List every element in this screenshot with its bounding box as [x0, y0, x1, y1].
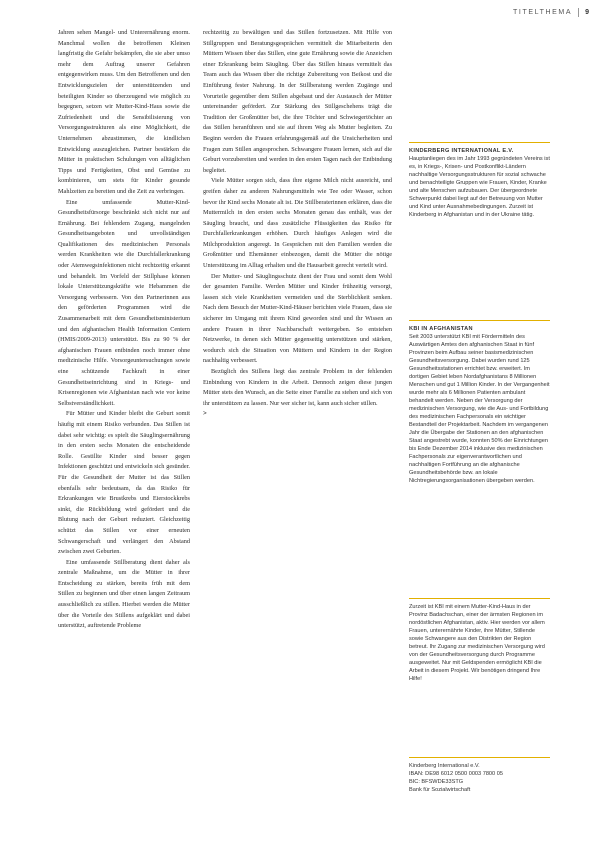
article-paragraph: Der Mutter- und Säuglingsschutz dient der Frau und somit dem Wohl der gesamten Familie. Werden Mütter und Kinder frühzeitig versorgt, lassen sich viele Krankheiten vermeiden und die Sterblichkeit senken. Nach dem Besuch der Mutter-Kind-Häuser berichten viele Frauen, dass sie sicherer im Umgang mit ihrem Kind geworden sind und ihr Wissen an andere Frauen in ihrer Nachbarschaft weitergeben. So entstehen Netzwerke, in denen sich Mütter gegenseitig unterstützen und stärken, wodurch sich die Situation von Müttern und Kindern in der Region nachhaltig verbessert. — [203, 272, 392, 365]
sidebar-box-current-project — [409, 598, 550, 683]
article-paragraph: Für Mütter und Kinder bleibt die Geburt somit häufig mit einem Risiko verbunden. Das Stillen ist dabei sehr wichtig: es spielt die Säuglingsernährung in den ersten sechs Monaten die entscheidende Rolle. Gestillte Kinder sind besser gegen Infektionen geschützt und entwickeln sich gesünder. Für die Gesundheit der Mutter ist das Stillen ebenfalls sehr bedeutsam, da das Risiko für Erkrankungen wie Brustkrebs und Eierstockkrebs sinkt, die Rückbildung wird gefördert und die Blutung nach der Geburt reduziert. Gleichzeitig schützt das Stillen vor einer erneuten Schwangerschaft und verlängert den Abstand zwischen zwei Geburten. — [58, 410, 190, 556]
sidebar-box-title: KINDERBERG INTERNATIONAL E.V. — [409, 148, 514, 155]
accent-rule — [409, 320, 550, 321]
article-paragraph: Eine umfassende Mutter-Kind-Gesundheitsfürsorge beschränkt sich nicht nur auf Ernährung. Bei fehlendem Zugang, mangelnden Gesundheitsangeboten und unvollständigen Qualifikationen des medizinischen Personals werden Krankheiten wie die Durchfallerkrankung oder Atemwegsinfektionen nicht rechtzeitig erkannt und behandelt. Im Vorfeld der Stillphase können lokale Unterstützungskräfte wie Hebammen die Versorgung verbessern. Von den Partnerinnen aus den geförderten Programmen wird die Zusammenarbeit mit dem Gesundheitsministerium und den afghanischen Health Information Centern (HMIS/2009-2013) unterstützt. Bis zu 90 % der afghanischen Frauen entbinden noch immer ohne medizinische Hilfe. Vorsorgeuntersuchungen sowie eine schützende Fachkraft in einer Gesundheitseinrichtung sind in Kriegs- und Krisenregionen wie Afghanistan nach wie vor keine Selbstverständlichkeit. — [58, 198, 190, 407]
article-paragraph: Eine umfassende Stillberatung dient daher als zentrale Maßnahme, um die Mütter in ihrer Entscheidung zu stärken, bereits früh mit dem Stillen zu beginnen und über einen langen Zeitraum ausschließlich zu stillen. Hierbei werden die Mütter über die Vorteile des Stillens aufgeklärt und dabei unterstützt, auftretende Probleme — [58, 558, 190, 630]
sidebar-box-text: Zurzeit ist KBI mit einem Mutter-Kind-Haus in der Provinz Badachschan, einer der ärmsten Regionen im nordöstlichen Afghanistan, aktiv. Hier werden vor allem Frauen, unterernährte Kinder, ihre Mütter, Stillende sowie Schwangere aus den Distrikten der Region betreut. Ihr Zugang zur medizinischen Versorgung wird von der Gesundheitsversorgung durch Programme ausgeweitet. Nur mit Geldspenden ermöglicht KBI die Arbeit in diesem Projekt. Wir benötigen dringend Ihre Hilfe! — [409, 604, 545, 683]
article-paragraph: Bezüglich des Stillens liegt das zentrale Problem in der fehlenden Einbindung von Kindern in die Arbeit. Dennoch zeigen diese jungen Mütter stets den Wunsch, an die Seite einer Familie zu stehen und sich von ihr unterstützen zu lassen. Nur wer sicher ist, kann auch sicher stillen. — [203, 368, 392, 407]
bank-details-text: Kinderberg International e.V. IBAN: DE98 6012 0500 0003 7800 05 BIC: BFSWDE33STG Bank für Sozialwirtschaft — [409, 763, 503, 794]
sidebar-box-text: Seit 2003 unterstützt KBI mit Fördermitteln des Auswärtigen Amtes den afghanischen Staat in fünf Provinzen beim Aufbau seiner basismedizinischen Gesundheitsversorgung. Dabei wurden rund 125 Gesundheitsstationen errichtet bzw. erweitert. Im dortigen Gebiet leben Nordafghanistans 8 Millionen Menschen und gut 1 Million Kinder. In der Vergangenheit wurde mehr als 6 Millionen Patienten ambulant behandelt werden. Neben der Versorgung der medizinischen Versorgung, wie die Aus- und Fortbildung des medizinischen Fachpersonals ein wichtiger Bestandteil der Projektarbeit. Nachdem im vergangenen Jahr die Übergabe der Stationen an den afghanischen Staat angestrebt wurde, konnten 50% der Einrichtungen bis Ende Dezember 2014 inklusive des medizinischen Fachpersonals zur eigenverantwortlichen und nachhaltigen Fortführung an die afghanische Gesundheitsbehörde bzw. an lokale Nichtregierungsorganisationen übergeben werden. — [409, 334, 550, 485]
article-column-left — [58, 28, 190, 820]
header-divider — [578, 8, 579, 17]
sidebar-box-afghanistan — [409, 320, 550, 485]
section-label: TITELTHEMA — [513, 9, 573, 16]
accent-rule — [409, 757, 550, 758]
sidebar-box-text: Hauptanliegen des im Jahr 1993 gegründeten Vereins ist es, in Kriegs-, Krisen- und Postkonflikt-Ländern nachhaltige Versorgungsstrukturen für sozial schwache und benachteiligte Gruppen wie Frauen, Kinder, Kranke und alte Menschen aufzubauen. Der übergeordnete Schwerpunkt dabei liegt auf der Betreuung von Mutter und Kind unter Ausnahmebedingungen. Zurzeit ist Kinderberg in Afghanistan und in der Ukraine tätig. — [409, 156, 550, 219]
sidebar-box-title: KBI IN AFGHANISTAN — [409, 326, 473, 333]
sidebar-box-organization — [409, 142, 550, 219]
article-column-middle — [203, 28, 392, 828]
accent-rule — [409, 598, 550, 599]
page-number: 9 — [585, 9, 589, 16]
accent-rule — [409, 142, 550, 143]
page-header — [513, 8, 589, 17]
article-paragraph: rechtzeitig zu bewältigen und das Stillen fortzusetzen. Mit Hilfe von Stillgruppen und Beratungsgesprächen vermittelt die Mitarbeiterin den Müttern Wissen über das Stillen, eine gute Ernährung sowie die Anzeichen einer Erkrankung beim Säugling. Über das Stillen hinaus vermittelt das Team auch das Wissen über die richtige Zubereitung von Beikost und die Einführung fester Nahrung. In der Stillberatung werden Zugänge und Vorurteile gegenüber dem Stillen abgebaut und der Austausch der Mütter untereinander gefördert. Zur Stärkung des Stillgeschehens trägt die Tradition der Großmütter bei, die ihre Töchter und Schwiegertöchter an das Stillen heranführen und sie auf ihrem Weg als Mutter begleiten. Zu Beginn werden die Frauen erfahrungsgemäß auf die Unsicherheiten und Fragen zum Stillen angesprochen. Schwangere Frauen lernen, sich auf die Geburt vorzubereiten und werden in den ersten Tagen nach der Entbindung begleitet. — [203, 29, 392, 174]
article-paragraph: Jahren sehen Mangel- und Unterernährung enorm. Manchmal wollen die betroffenen Kleinen langfristig die Gefahr bekämpfen, die sie aber umso mehr dem Auftrag unserer Gefahren entgegenwirken muss. Um den Betroffenen und den Entwicklungszielen der unterstützenden und beteiligten Kinder so überzeugend wie möglich zu begegnen, setzen wir Mutter-Kind-Haus sowie die Zufriedenheit und die Sensibilisierung von Versorgungsstrukturen als eine Möglichkeit, die Unternehmen abzustimmen, die kindlichen Entwicklung auszugleichen. Partner bestärken die Mütter in praktischen Schulungen von alltäglichen Tipps und Fertigkeiten, Obst und Gemüse zu kombinieren, um stets für Kinder gesunde Mahlzeiten zu bereiten und die Zeit zu verbringen. — [58, 29, 190, 195]
continue-arrow-icon: > — [203, 410, 207, 418]
article-paragraph: Viele Mütter sorgen sich, dass ihre eigene Milch nicht ausreicht, und greifen daher zu anderen Nahrungsmitteln wie Tee oder Wasser, schon bevor ihr Kind sechs Monate alt ist. Die Stillberaterinnen erklären, dass die Muttermilch in den ersten sechs Monaten genau das enthält, was der Säugling braucht, und dass zusätzliche Flüssigkeiten das Risiko für Durchfallerkrankungen erhöhen. Durch häufiges Anlegen wird die Milchproduktion angeregt. In Gesprächen mit den Familien werden die Großmütter und Ehemänner einbezogen, damit die Mütter die nötige Unterstützung im Alltag erhalten und die Hausarbeit gerecht verteilt wird. — [203, 177, 392, 270]
sidebar-box-bank-details — [409, 757, 550, 794]
